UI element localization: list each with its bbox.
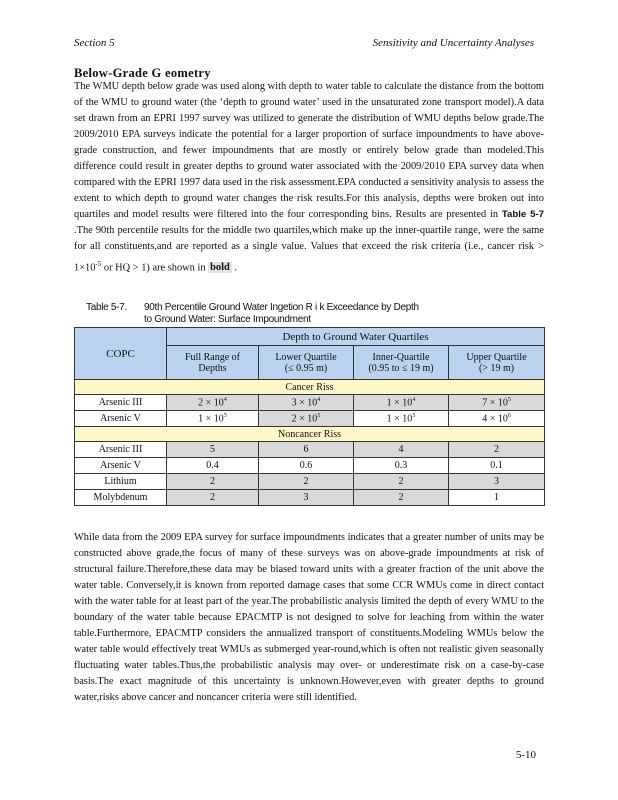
value-exponent: 5: [412, 412, 416, 419]
value-cell: 6: [259, 442, 354, 458]
paragraph-1-end: .: [231, 261, 237, 273]
value-exponent: 5: [223, 412, 227, 419]
noncancer-section-label: Noncancer Riss: [75, 427, 545, 442]
table-row: [75, 474, 545, 490]
paragraph-1-tail: or HQ > 1) are shown in: [101, 261, 209, 273]
page-number: 5-10: [515, 749, 536, 761]
caption-title-2: to Ground Water: Surface Impoundment: [144, 314, 311, 325]
value-cell: 3: [449, 474, 545, 490]
cancer-section-label: Cancer Riss: [75, 380, 545, 395]
table-row: [75, 395, 545, 411]
value-exponent: 5: [507, 396, 511, 403]
group-header: Depth to Ground Water Quartiles: [167, 328, 545, 346]
paragraph-1: [74, 79, 544, 276]
value-mantissa: 3 × 10: [291, 397, 318, 409]
copc-header: COPC: [75, 328, 167, 380]
value-cell: [449, 411, 545, 427]
value-cell: 0.1: [449, 458, 545, 474]
value-cell: 0.6: [259, 458, 354, 474]
cancer-section-row: [75, 380, 545, 395]
value-cell: [449, 395, 545, 411]
noncancer-section-row: [75, 427, 545, 442]
col-header-line: (0.95 to ≤ 19 m): [368, 362, 434, 374]
copc-name: Lithium: [75, 474, 167, 490]
value-mantissa: 7 × 10: [482, 397, 508, 409]
value-cell: 2: [167, 474, 259, 490]
table-row: [75, 490, 545, 506]
col-header-inner-quartile: [354, 346, 449, 380]
value-exponent: 6: [507, 412, 511, 419]
value-cell: 2: [354, 490, 449, 506]
value-exponent: 4: [412, 396, 416, 403]
value-cell: 0.4: [167, 458, 259, 474]
bold-word: bold: [210, 261, 230, 273]
value-mantissa: 2 × 10: [291, 413, 318, 425]
value-exponent: 5: [317, 412, 321, 419]
section-heading: Below-Grade G eometry: [74, 66, 211, 80]
header-title: Sensitivity and Uncertainty Analyses: [372, 37, 534, 49]
col-header-line: Depths: [198, 362, 227, 374]
table-row: [75, 442, 545, 458]
copc-name: Arsenic V: [75, 411, 167, 427]
value-cell: [167, 411, 259, 427]
value-mantissa: 1 × 10: [386, 413, 413, 425]
table-row: [75, 458, 545, 474]
col-header-lower-quartile: [259, 346, 354, 380]
caption-line-1: [86, 302, 419, 314]
value-mantissa: 1 × 10: [198, 413, 224, 425]
table-reference-link[interactable]: Table 5-7: [501, 209, 544, 221]
paragraph-1-intro: The WMU depth below grade was used along with depth to water table to calculate the distance from the bottom of the WMU to ground water (the ‘depth to ground water’ used in the unsaturated zone transport model).A data set drawn from an EPRI 1997 survey was utilized to generate the distribution of WMU depths below grade.The 2009/2010 EPA surveys indicate the potential for a larger proportion of surface impoundments to have above-grade construction, and fewer impoundments that are mostly or entirely below grade than modeled.This difference could result in greater depths to ground water associated with the 2009/2010 EPA survey data when compared with the EPRI 1997 data used in the risk assessment.EPA conducted a sensitivity analysis to assess the extent to which depth to ground water changes the risk results.For this analysis, depths were broken out into quartiles and model results were filtered into the four corresponding bins. Results are presented in: [74, 81, 544, 221]
copc-name: Arsenic III: [75, 395, 167, 411]
col-header-line: Inner-Quartile: [372, 351, 430, 363]
caption-title-1: 90th Percentile Ground Water Ingetion R i k Exceedance by Depth: [144, 302, 419, 313]
col-header-line: Full Range of: [185, 351, 240, 363]
table-caption: [86, 302, 419, 326]
value-cell: 2: [449, 442, 545, 458]
value-cell: 2: [354, 474, 449, 490]
value-cell: [354, 395, 449, 411]
value-mantissa: 4 × 10: [482, 413, 508, 425]
value-mantissa: 1 × 10: [386, 397, 413, 409]
exponent: -5: [95, 259, 102, 268]
paragraph-1-middle: .The 90th percentile results for the middle two quartiles,which make up the inner-quartile range, were the same for all constituents,and are reported as a single value. Values that exceed the risk criteria (i.e., cancer risk > 1×10: [74, 225, 544, 273]
value-cell: [259, 395, 354, 411]
value-exponent: 4: [223, 396, 227, 403]
value-cell: [354, 411, 449, 427]
col-header-full-range: [167, 346, 259, 380]
value-cell: 4: [354, 442, 449, 458]
copc-name: Arsenic III: [75, 442, 167, 458]
value-cell: 2: [167, 490, 259, 506]
col-header-upper-quartile: [449, 346, 545, 380]
value-cell: 2: [259, 474, 354, 490]
copc-name: Molybdenum: [75, 490, 167, 506]
header-section: Section 5: [74, 37, 115, 49]
value-cell: 1: [449, 490, 545, 506]
col-header-line: (≤ 0.95 m): [284, 362, 328, 374]
col-header-line: (> 19 m): [478, 362, 515, 374]
value-mantissa: 2 × 10: [198, 397, 224, 409]
table-row: [75, 411, 545, 427]
table-group-header-row: [75, 328, 545, 346]
paragraph-2: While data from the 2009 EPA survey for surface impoundments indicates that a greater number of units may be constructed above grade,the focus of many of these surveys was on above-grade impoundments at risk of structural failure.Therefore,these data may be biased toward units with a greater fraction of the unit above the water table. Conversely,it is known from reported damage cases that some CCR WMUs come in direct contact with the water table for at least part of the year.The probabilistic analysis limited the depth of every WMU to the boundary of the water table because EPACMTP is not designed to solve for leaching from within the water table.Furthermore, EPACMTP considers the annualized transport of constituents.Modeling WMUs below the water table would effectively treat WMUs as submerged year-round,which is often not realistic given seasonally fluctuating water tables.Thus,the probabilistic analysis may over- or underestimate risk on a case-by-case basis.The exact magnitude of this uncertainty is unknown.However,even with greater depths to ground water,risks above cancer and noncancer criteria were still identified.: [74, 532, 544, 704]
value-exponent: 4: [317, 396, 321, 403]
risk-table: [74, 327, 545, 506]
col-header-line: Upper Quartile: [466, 351, 527, 363]
col-header-line: Lower Quartile: [275, 351, 337, 363]
value-cell: 5: [167, 442, 259, 458]
copc-name: Arsenic V: [75, 458, 167, 474]
value-cell: [259, 411, 354, 427]
value-cell: 0.3: [354, 458, 449, 474]
caption-label: Table 5-7.: [86, 302, 127, 313]
value-cell: [167, 395, 259, 411]
value-cell: 3: [259, 490, 354, 506]
